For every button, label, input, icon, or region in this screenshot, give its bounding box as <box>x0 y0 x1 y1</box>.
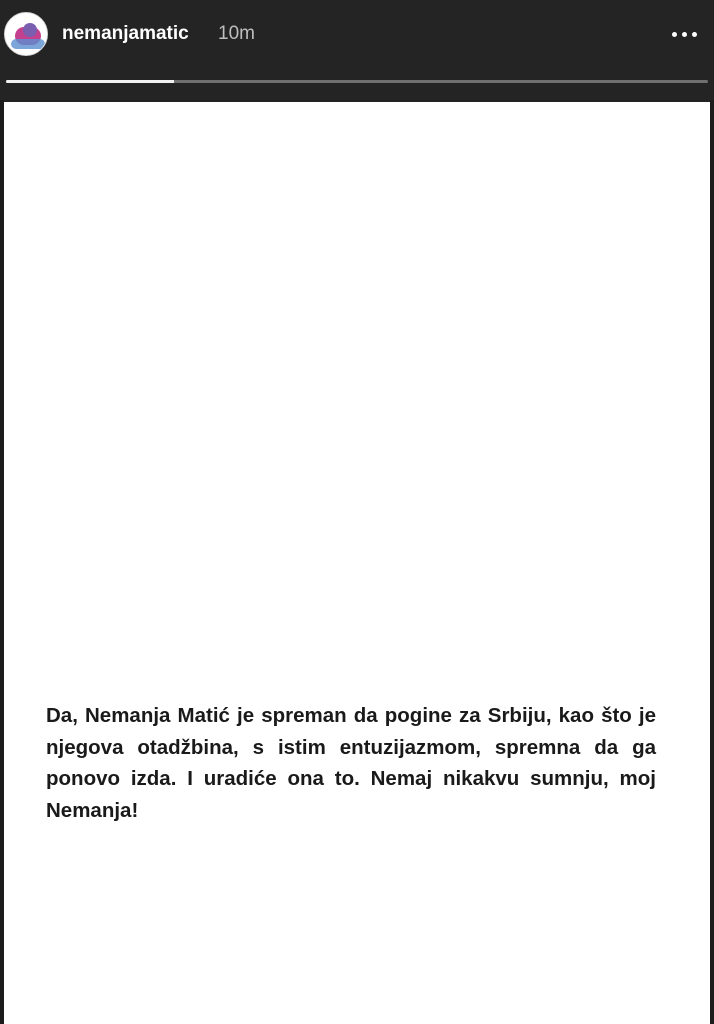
more-horizontal-icon <box>692 32 697 37</box>
story-progress-bar <box>6 80 708 83</box>
story-content[interactable] <box>4 102 710 1024</box>
story-header <box>0 0 714 100</box>
avatar-image-shape <box>11 39 45 49</box>
right-edge <box>710 100 714 1024</box>
story-progress-fill <box>6 80 174 83</box>
story-caption: Da, Nemanja Matić je spreman da pogine za Srbiju, kao što je njegova otadžbina, s istim entuzijazmom, spremna da ga ponovo izda. I uradiće ona to. Nemaj nikakvu sumnju, moj Nemanja! <box>46 704 656 822</box>
avatar[interactable] <box>4 12 48 56</box>
avatar-image-shape <box>23 23 37 37</box>
more-horizontal-icon <box>672 32 677 37</box>
more-options-button[interactable] <box>666 20 702 48</box>
timestamp: 10m <box>218 23 255 44</box>
more-horizontal-icon <box>682 32 687 37</box>
username[interactable]: nemanjamatic <box>62 23 189 44</box>
